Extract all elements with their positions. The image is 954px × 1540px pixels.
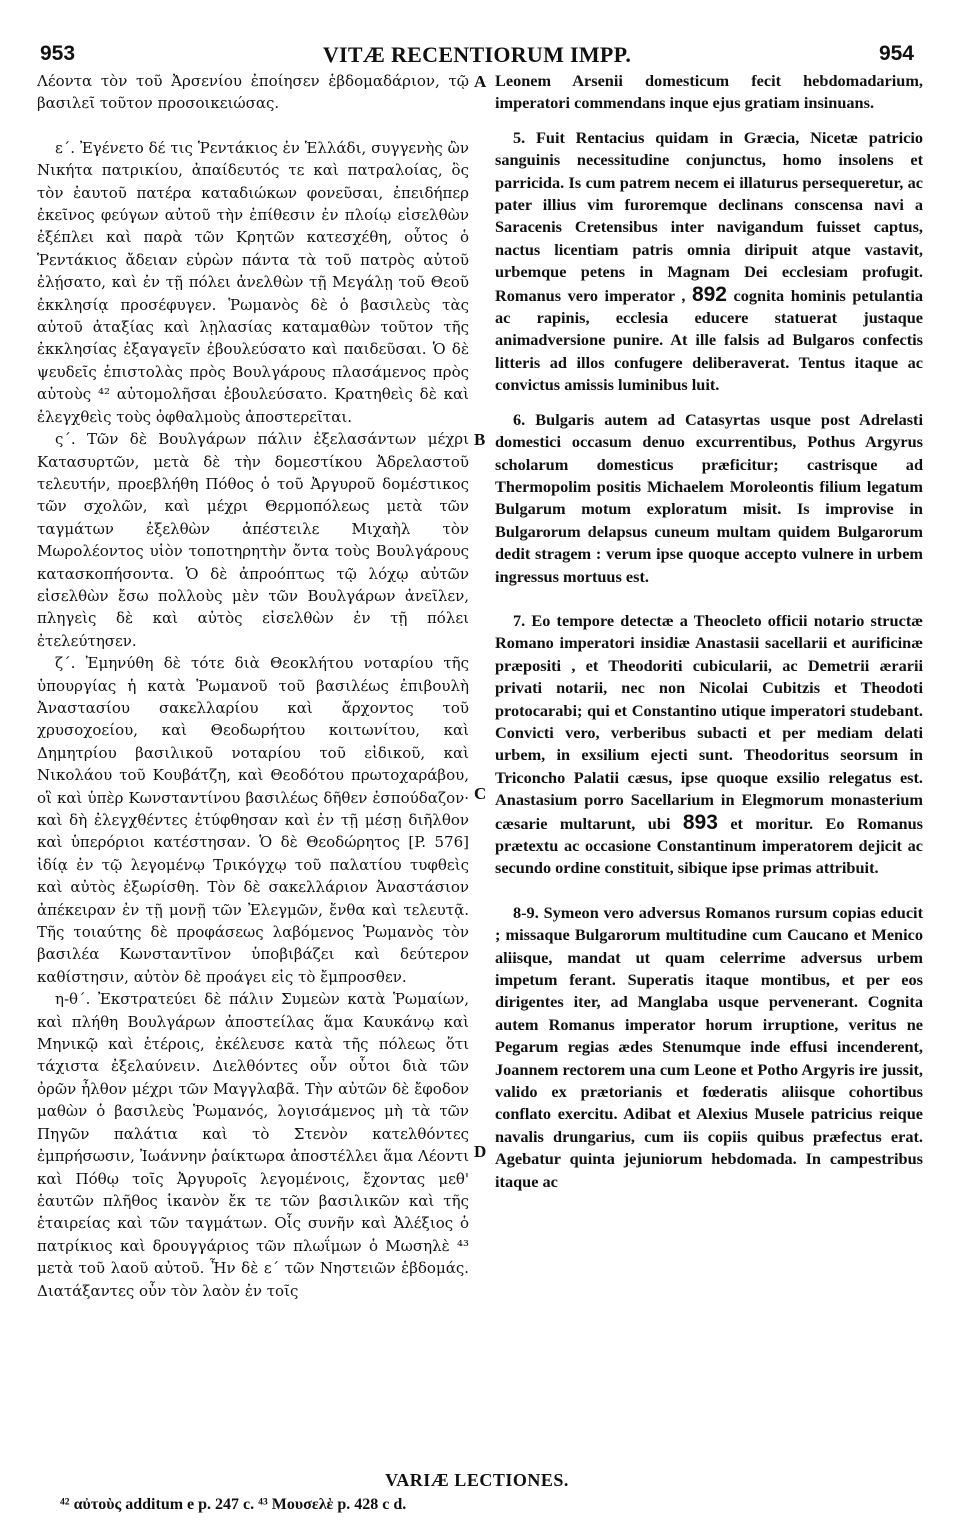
latin-paragraph-7-text-a: 7. Eo tempore detectæ a Theocleto officii notario structæ Romano imperatori insidiæ Anastasii sacellarii et aurificinæ præpositi , et Theodoriti cubicularii, ac Demetrii ærarii privati notarii, nec non Nicolai Cubitzis et Theodoti protocarabi; qui et Constantino utique imperatori studebant. Convicti vero, verberibus subacti et per mediam delati urbem, in exsilium ejecti sunt. Theodoritus seorsum in Triconcho Palatii cæsus, ipse quoque exsilio relegatus est. Anastasium porro Sacellarium in Elegmorum monasterium cæsarie multarunt, ubi xyxy=(495,610,923,833)
greek-column xyxy=(37,70,469,1302)
page-number-right: 954 xyxy=(878,42,914,65)
latin-paragraph-7-text-b: et moritur. Eo Romanus prætextu ac occasione Constantinum imperatorem dejicit ac secundo ordine constituit, sibique ipse primas attribuit. xyxy=(495,813,923,878)
running-title: VITÆ RECENTIORUM IMPP. xyxy=(322,42,632,67)
running-header xyxy=(40,42,914,68)
variae-lectiones-heading: VARIÆ LECTIONES. xyxy=(385,1470,569,1490)
latin-paragraph-5 xyxy=(495,127,923,397)
latin-paragraph-5-text-a: 5. Fuit Rentacius quidam in Græcia, Nicetæ patricio sanguinis necessitudine conjunctus, homo insolens et parricida. Is cum patrem necem ei illaturus persequeretur, ac pater illius vim furoremque declinans conscensa navi a Saracenis Cretensibus inter navigandum fuisset captus, nactus licentiam patris omnia diripuit atque vastavit, urbemque petens in Magnam Dei ecclesiam profugit. Romanus vero imperator , xyxy=(495,127,923,305)
latin-paragraph-5-text-b: cognita hominis petulantia ac rapinis, ecclesia educere statuerat justaque animadversione punire. At ille falsis ad Bulgaros confectis litteris ad illos confugere deliberaverat. Tentus itaque ac convictus amissis luminibus luit. xyxy=(495,285,923,395)
greek-paragraph-intro: Λέοντα τὸν τοῦ Ἀρσενίου ἐποίησεν ἑβδομαδάριον, τῷ βασιλεῖ τοῦτον προσοικειώσας. xyxy=(37,72,469,113)
margin-marker-a: A xyxy=(474,72,487,91)
margin-marker-c: C xyxy=(474,784,487,803)
greek-paragraph-7: ζ΄. Ἐμηνύθη δὲ τότε διὰ Θεοκλήτου νοταρίου τῆς ὑπουργίας ἡ κατὰ Ῥωμανοῦ τοῦ βασιλέως ἐπιβουλὴ Ἀναστασίου σακελλαρίου καὶ ἄρχοντος τοῦ χρυσοχοείου, καὶ Θεοδωρήτου κοιτωνίτου, καὶ Δημητρίου βασιλικοῦ νοταρίου τοῦ εἰδικοῦ, καὶ Νικολάου τοῦ Κουβάτζη, καὶ Θεοδότου πρωτοχαράβου, οἳ καὶ ὑπὲρ Κωνσταντίνου βασιλέως δῆθεν ἐσπούδαζον· καὶ δὴ ἐλεγχθέντες ἐτύφθησαν καὶ ἐν τῇ μέσῃ διῆλθον καὶ ὑπερόριοι κατέστησαν. Ὁ δὲ Θεοδώρητος [P. 576] ἰδίᾳ ἐν τῷ λεγομένῳ Τρικόγχῳ τοῦ παλατίου τυφθεὶς καὶ αὐτὸς ἐξωρίσθη. Τὸν δὲ σακελλάριον Ἀναστάσιον ἀπέκειραν ἐν τῇ μονῇ τῶν Ἐλεγμῶν, ἔνθα καὶ τελευτᾷ. Τῆς τοιαύτης δὲ προφάσεως λαβόμενος Ῥωμανὸς τὸν βασιλέα Κωνσταντῖνον ὑποβιβάζει καὶ δεύτερον καθίστησιν, αὐτὸν δὲ προάγει εἰς τὸ ἔμπροσθεν. xyxy=(37,654,469,986)
greek-paragraph-6: ς΄. Τῶν δὲ Βουλγάρων πάλιν ἐξελασάντων μέχρι Κατασυρτῶν, μετὰ δὲ τὴν δομεστίκου Ἀδρελαστοῦ τελευτήν, προεβλήθη Πόθος ὁ τοῦ Ἀργυροῦ δομέστικος τῶν σχολῶν, καὶ μέχρι Θερμοπόλεως μετὰ τῶν ταγμάτων ἐξελθὼν ἀπέστειλε Μιχαὴλ τὸν Μωρολέοντος υἱὸν τοποτηρητὴν ὄντα τοὺς Βουλγάρους κατασκοπήσοντα. Ὁ δὲ ἀπροόπτως τῷ λόχῳ αὐτῶν εἰσελθὼν ἔσω πολλοὺς μὲν τῶν Βουλγάρων ἀνεῖλεν, πληγεὶς δὲ καὶ αὐτὸς εἰσελθὼν ἐν τῇ πόλει ἐτελεύτησεν. xyxy=(37,430,469,650)
latin-paragraph-7 xyxy=(495,610,923,880)
margin-page-number-892: 892 xyxy=(691,282,727,306)
margin-marker-d: D xyxy=(474,1142,487,1161)
margin-page-number-893: 893 xyxy=(682,810,718,834)
latin-paragraph-6: 6. Bulgaris autem ad Catasyrtas usque post Adrelasti domestici occasum denuo excurrentibus, Pothus Argyrus scholarum domesticus præficitur; castrisque ad Thermopolim positis Michaelem Moroleontis filium legatum Bulgarum motum exploratum misit. Is improvise in Bulgarorum delapsus cuneum multam quidem Bulgarorum dedit stragem : verum ipse quoque accepto vulnere in urbem ingressus mortuus est. xyxy=(495,409,923,586)
greek-paragraph-8-9: η-θ΄. Ἐκστρατεύει δὲ πάλιν Συμεὼν κατὰ Ῥωμαίων, καὶ πλήθη Βουλγάρων ἀποστείλας ἅμα Καυκάνῳ καὶ Μηνικῷ καὶ ἑτέροις, ἐκέλευσε κατὰ τῆς πόλεως ὅτι τάχιστα ἐξελαύνειν. Διελθόντες οὖν οὗτοι διὰ τῶν ὀρῶν ἦλθον μέχρι τῶν Μαγγλαβᾶ. Τὴν αὐτῶν δὲ ἔφοδον μαθὼν ὁ βασιλεὺς Ῥωμανός, λογισάμενος μὴ τὰ τῶν Πηγῶν παλάτια καὶ τὸ Στενὸν κατελθόντες ἐμπρήσωσιν, Ἰωάννην ῥαίκτωρα ἀποστέλλει ἅμα Λέοντι καὶ Πόθῳ τοῖς Ἀργυροῖς λεγομένοις, ἔχοντας μεθ' ἑαυτῶν πλῆθος ἱκανὸν ἔκ τε τῶν βασιλικῶν καὶ τῆς ἑταιρείας καὶ τῶν ταγμάτων. Οἷς συνῆν καὶ Ἀλέξιος ὁ πατρίκιος καὶ δρουγγάριος τῶν πλωΐμων ὁ Μωσηλὲ ⁴³ μετὰ τοῦ λαοῦ αὐτοῦ. Ἦν δὲ ε΄ τῶν Νηστειῶν ἑβδομάς. Διατάξαντες οὖν τὸν λαὸν ἐν τοῖς xyxy=(37,990,469,1300)
latin-paragraph-intro: Leonem Arsenii domesticum fecit hebdomadarium, imperatori commendans inque ejus gratiam insinuans. xyxy=(495,71,923,113)
latin-paragraph-8-9: 8-9. Symeon vero adversus Romanos rursum copias educit ; missaque Bulgarorum multitudine cum Caucano et Menico aliisque, mandat ut quam celerrime adversus urbem impetum ferant. Superatis itaque montibus, et per eos dirigentes iter, ad Manglaba usque pervenerant. Cognita autem Romanus imperator horum irruptione, veritus ne Pegarum regias ædes Stenumque inde effusi incenderent, Joannem rectorem una cum Leone et Potho Argyris ire jussit, valido ex prætorianis et fœderatis aliisque cohortibus conflato exercitu. Adibat et Alexius Musele patricius reique navalis drungarius, cum iis copiis quibus præfectus erat. Agebatur quinta jejuniorum hebdomada. In campestribus itaque ac xyxy=(495,902,923,1191)
page-number-left: 953 xyxy=(40,42,76,65)
greek-paragraph-5: ε΄. Ἐγένετο δέ τις Ῥεντάκιος ἐν Ἑλλάδι, συγγενὴς ὢν Νικήτα πατρικίου, ἀπαίδευτός τε καὶ πατραλοίας, ὃς τὸν ἑαυτοῦ πατέρα καταδιώκων φονεῦσαι, ἐπειδήπερ ἐκεῖνος φεύγων αὐτοῦ τὴν ἐπίθεσιν ἐν πλοίῳ εἰσελθὼν ἐξέπλει καὶ παρὰ τῶν Κρητῶν κατεσχέθη, οὗτος ὁ Ῥεντάκιος ἄδειαν εὑρὼν πάντα τὰ τοῦ πατρὸς αὐτοῦ ἐλῄσατο, καὶ ἐν τῇ πόλει ἀνελθὼν τῇ Μεγάλῃ τοῦ Θεοῦ ἐκκλησίᾳ προσέφυγεν. Ῥωμανὸς δὲ ὁ βασιλεὺς τὰς αὐτοῦ ἀταξίας καὶ λῃλασίας καταμαθὼν τοῦτον τῆς ἐκκλησίας ἐξαγαγεῖν ἐβουλεύσατο καὶ παιδεῦσαι. Ὁ δὲ ψευδεῖς ἐπιστολὰς πρὸς Βουλγάρους πλασάμενος πρὸς αὐτοὺς ⁴² αὐτομολῆσαι ἐβουλεύσατο. Κρατηθεὶς δὲ καὶ ἐλεγχθεὶς τοὺς ὀφθαλμοὺς ἀποστερεῖται. xyxy=(37,138,469,426)
margin-marker-b: B xyxy=(474,430,486,449)
latin-column xyxy=(495,70,923,1193)
variae-lectiones-notes: ⁴² αὐτοὺς additum e p. 247 c. ⁴³ Μουσελὲ p. 428 c d. xyxy=(60,1496,407,1513)
